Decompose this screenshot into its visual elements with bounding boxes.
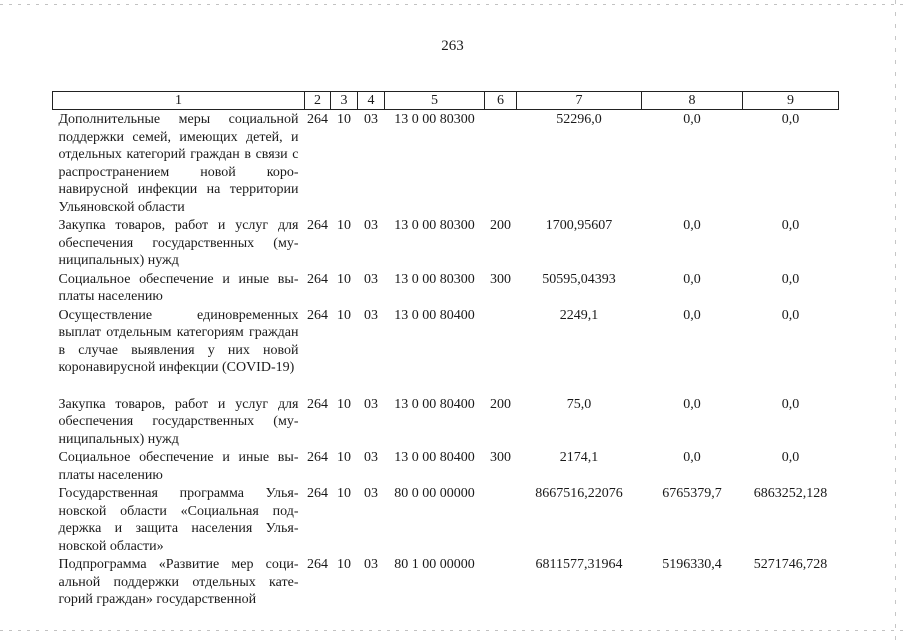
column-header: 6 [485, 92, 517, 110]
cell-target-article: 13 0 00 80300 [394, 218, 475, 233]
cell-target-article: 13 0 00 80300 [394, 112, 475, 127]
table-row [53, 110, 839, 217]
cell-amount-col7: 75,0 [566, 396, 592, 412]
cell-expense-type [485, 306, 517, 395]
cell-amount-col7: 1700,95607 [545, 218, 613, 233]
cell-expense-type: 200 [490, 396, 511, 412]
table-row [53, 448, 839, 484]
cell-target-article: 13 0 00 80400 [394, 396, 475, 412]
cell-amount-col8: 0,0 [683, 218, 701, 233]
cell-amount-col7: 52296,0 [556, 112, 602, 127]
row-name: Закупка товаров, работ и услуг для обеспечения государственных (муниципальных) нужд [58, 396, 299, 447]
cell-amount-col8: 0,0 [683, 271, 701, 287]
cell-amount-col7: 2174,1 [559, 450, 599, 465]
cell-expense-type: 200 [490, 218, 511, 233]
column-header: 3 [331, 92, 358, 110]
cell-target-article: 80 1 00 00000 [394, 557, 475, 572]
cell-ministry-code: 264 [307, 271, 328, 287]
header-row [53, 92, 839, 110]
cell-subsection: 03 [364, 112, 378, 127]
cell-expense-type [485, 110, 517, 217]
cell-section: 10 [337, 218, 351, 233]
cell-amount-col8: 6765379,7 [662, 486, 722, 501]
cell-amount-col7: 8667516,22076 [535, 486, 623, 501]
table-row [53, 306, 839, 395]
cell-amount-col9: 0,0 [781, 396, 800, 412]
row-name: Государственная программа Ульяновской области «Социальная поддержка и защита населения Ульяновской области» [58, 486, 299, 554]
cell-ministry-code: 264 [307, 218, 328, 233]
cell-amount-col7: 50595,04393 [542, 271, 616, 287]
cell-target-article: 80 0 00 00000 [394, 486, 475, 501]
cell-target-article: 13 0 00 80400 [394, 450, 475, 465]
table-row [53, 270, 839, 306]
cell-section: 10 [337, 486, 351, 501]
page-number: 263 [441, 38, 464, 54]
scan-edge-top [0, 4, 905, 5]
cell-ministry-code: 264 [307, 557, 328, 572]
cell-amount-col9: 0,0 [781, 271, 800, 287]
cell-ministry-code: 264 [307, 450, 328, 465]
cell-subsection: 03 [364, 307, 378, 323]
cell-expense-type [485, 484, 517, 555]
cell-section: 10 [337, 271, 351, 287]
cell-target-article: 13 0 00 80400 [394, 307, 475, 323]
column-header: 5 [385, 92, 485, 110]
cell-target-article: 13 0 00 80300 [394, 271, 475, 287]
cell-subsection: 03 [364, 396, 378, 412]
cell-amount-col7: 6811577,31964 [535, 557, 623, 572]
cell-amount-col7: 2249,1 [559, 307, 599, 323]
cell-amount-col9: 0,0 [781, 307, 800, 323]
cell-section: 10 [337, 112, 351, 127]
cell-ministry-code: 264 [307, 486, 328, 501]
row-name: Социальное обеспечение и иные выплаты населению [58, 271, 299, 304]
table-row [53, 216, 839, 270]
cell-amount-col8: 5196330,4 [662, 557, 722, 572]
column-header: 1 [53, 92, 305, 110]
cell-amount-col9: 6863252,128 [753, 486, 828, 501]
table-row [53, 395, 839, 449]
row-name: Закупка товаров, работ и услуг для обеспечения государственных (муниципальных) нужд [58, 218, 299, 268]
column-header: 9 [743, 92, 839, 110]
cell-section: 10 [337, 396, 351, 412]
cell-section: 10 [337, 307, 351, 323]
cell-expense-type: 300 [490, 271, 511, 287]
cell-subsection: 03 [364, 450, 378, 465]
row-name: Подпрограмма «Развитие мер социальной поддержки отдельных категорий граждан» государственной [58, 557, 299, 607]
cell-amount-col9: 5271746,728 [753, 557, 828, 572]
cell-ministry-code: 264 [307, 112, 328, 127]
cell-expense-type: 300 [490, 450, 511, 465]
cell-amount-col8: 0,0 [683, 112, 701, 127]
table-row [53, 484, 839, 555]
scan-edge-right [895, 0, 896, 640]
cell-subsection: 03 [364, 271, 378, 287]
cell-amount-col8: 0,0 [683, 307, 701, 323]
row-name: Социальное обеспечение и иные выплаты населению [58, 450, 299, 483]
budget-table [52, 91, 839, 609]
cell-subsection: 03 [364, 218, 378, 233]
cell-amount-col9: 0,0 [781, 450, 800, 465]
cell-ministry-code: 264 [307, 396, 328, 412]
cell-subsection: 03 [364, 557, 378, 572]
cell-expense-type [485, 555, 517, 609]
cell-amount-col8: 0,0 [683, 450, 701, 465]
row-name: Дополнительные меры социальной поддержки семей, имеющих детей, и отдельных категорий граждан в связи с распространением новой коронавирусной инфекции на территории Ульяновской области [58, 112, 299, 215]
cell-subsection: 03 [364, 486, 378, 501]
cell-amount-col9: 0,0 [781, 218, 800, 233]
column-header: 4 [358, 92, 385, 110]
cell-section: 10 [337, 450, 351, 465]
row-name: Осуществление единовременных выплат отдельным категориям граждан в случае выявления у них новой коронавирусной инфекции (COVID-19) [58, 307, 299, 375]
cell-ministry-code: 264 [307, 307, 328, 323]
scan-edge-bottom [0, 630, 905, 631]
column-header: 2 [305, 92, 331, 110]
column-header: 7 [517, 92, 642, 110]
table-row [53, 555, 839, 609]
cell-amount-col8: 0,0 [683, 396, 701, 412]
column-header: 8 [642, 92, 743, 110]
cell-section: 10 [337, 557, 351, 572]
cell-amount-col9: 0,0 [781, 112, 800, 127]
